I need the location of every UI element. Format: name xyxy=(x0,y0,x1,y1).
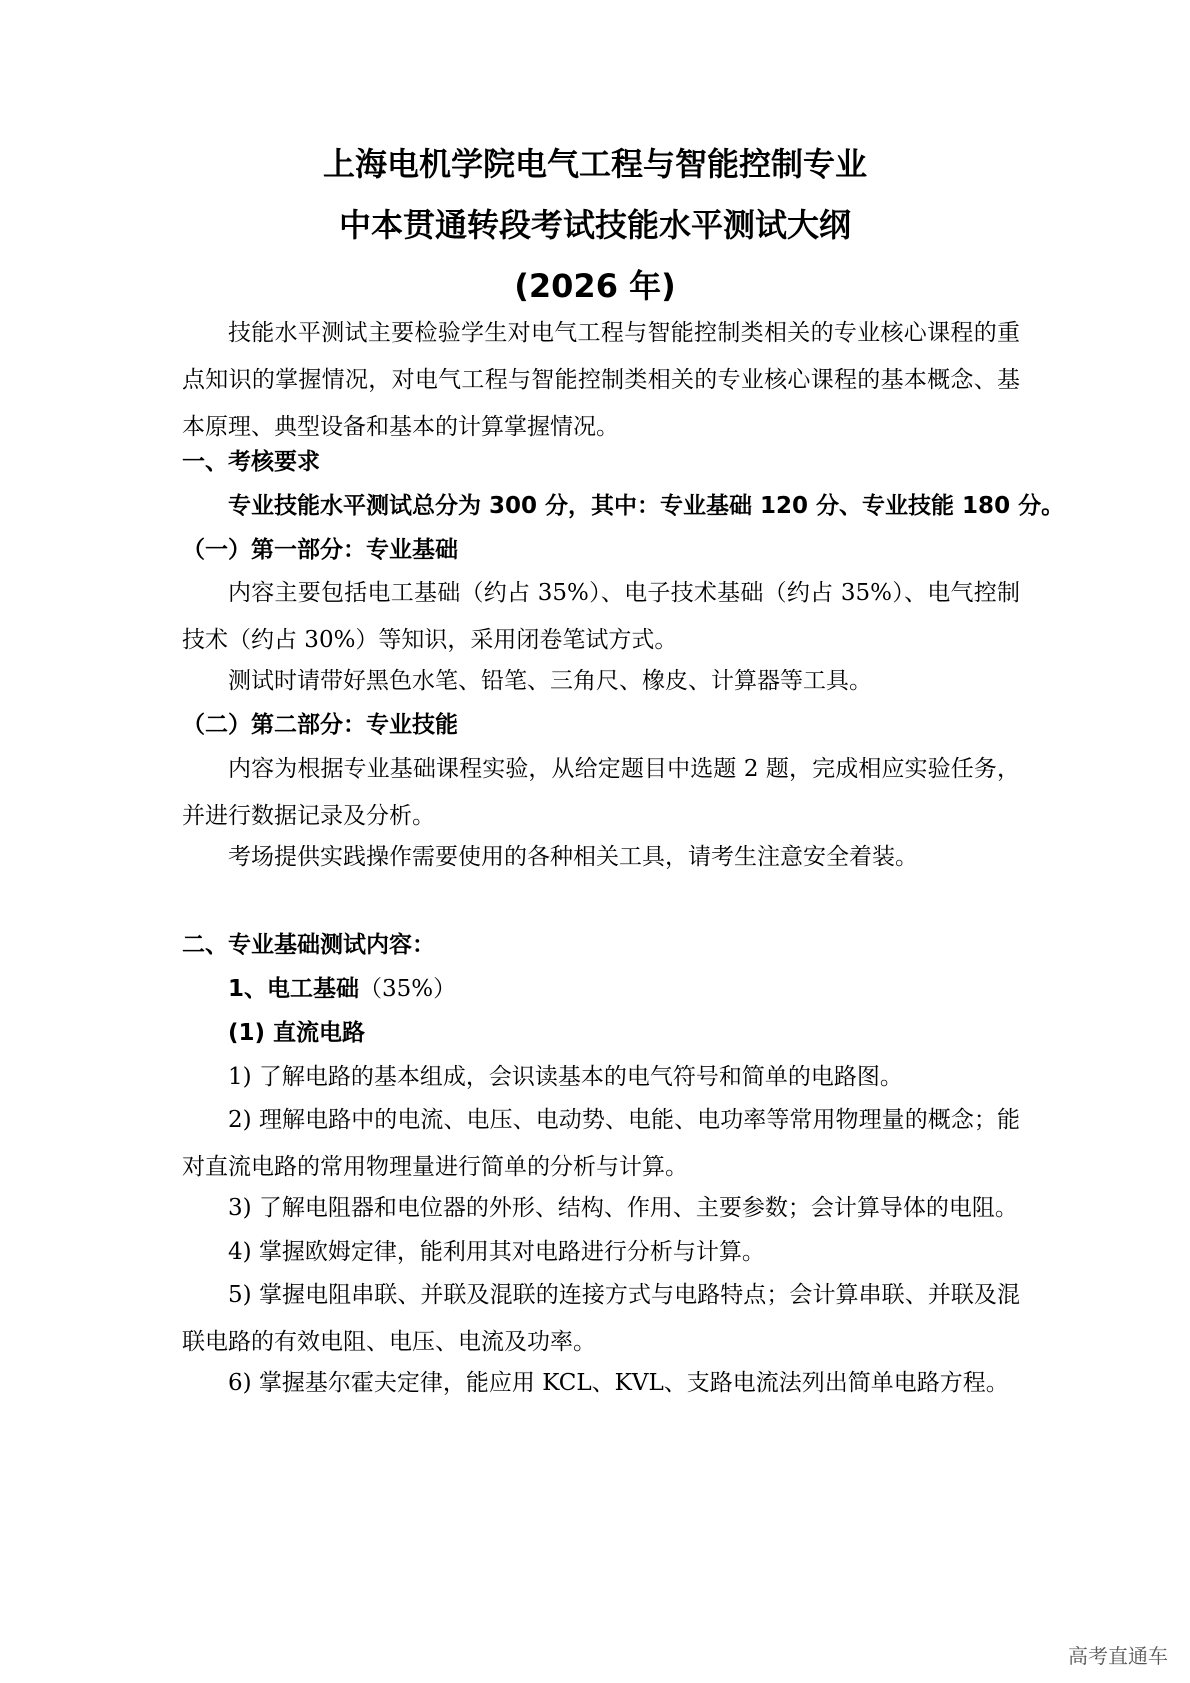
point-4: 4) 掌握欧姆定律，能利用其对电路进行分析与计算。 xyxy=(228,1239,765,1265)
subsection-1-heading xyxy=(228,966,1020,1013)
part-2-note: 考场提供实践操作需要使用的各种相关工具，请考生注意安全着装。 xyxy=(228,844,918,870)
point-5: 5) 掌握电阻串联、并联及混联的连接方式与电路特点；会计算串联、并联及混联电路的有效电阻、电压、电流及功率。 xyxy=(182,1282,1020,1355)
part-2-content: 内容为根据专业基础课程实验，从给定题目中选题 2 题，完成相应实验任务，并进行数据记录及分析。 xyxy=(182,756,1020,829)
point-6: 6) 掌握基尔霍夫定律，能应用 KCL、KVL、支路电流法列出简单电路方程。 xyxy=(228,1370,1009,1396)
doc-title-year: (2026 年) xyxy=(514,267,676,305)
section-1-heading: 一、考核要求 xyxy=(182,449,320,475)
doc-title-line-1: 上海电机学院电气工程与智能控制专业 xyxy=(322,145,867,183)
subsection-1-percent: （35%） xyxy=(359,976,457,1002)
point-3: 3) 了解电阻器和电位器的外形、结构、作用、主要参数；会计算导体的电阻。 xyxy=(228,1195,1018,1221)
section-2-heading: 二、专业基础测试内容： xyxy=(182,932,435,958)
part-1-content: 内容主要包括电工基础（约占 35%）、电子技术基础（约占 35%）、电气控制技术（约占 30%）等知识，采用闭卷笔试方式。 xyxy=(182,580,1020,653)
subsection-1-label: 1、电工基础 xyxy=(228,976,360,1002)
watermark-text: 高考直通车 xyxy=(1068,1644,1168,1668)
point-1: 1) 了解电路的基本组成，会识读基本的电气符号和简单的电路图。 xyxy=(228,1064,903,1090)
point-2: 2) 理解电路中的电流、电压、电动势、电能、电功率等常用物理量的概念；能对直流电路的常用物理量进行简单的分析与计算。 xyxy=(182,1107,1020,1180)
part-2-heading: （二）第二部分：专业技能 xyxy=(182,712,458,738)
item-1-heading: (1) 直流电路 xyxy=(228,1020,366,1046)
intro-paragraph: 技能水平测试主要检验学生对电气工程与智能控制类相关的专业核心课程的重点知识的掌握情况，对电气工程与智能控制类相关的专业核心课程的基本概念、基本原理、典型设备和基本的计算掌握情况。 xyxy=(182,320,1020,440)
score-distribution: 专业技能水平测试总分为 300 分，其中：专业基础 120 分、专业技能 180 分。 xyxy=(228,493,1065,519)
doc-title-line-2: 中本贯通转段考试技能水平测试大纲 xyxy=(338,206,851,244)
part-1-tools: 测试时请带好黑色水笔、铅笔、三角尺、橡皮、计算器等工具。 xyxy=(228,668,872,694)
part-1-heading: （一）第一部分：专业基础 xyxy=(182,537,458,563)
